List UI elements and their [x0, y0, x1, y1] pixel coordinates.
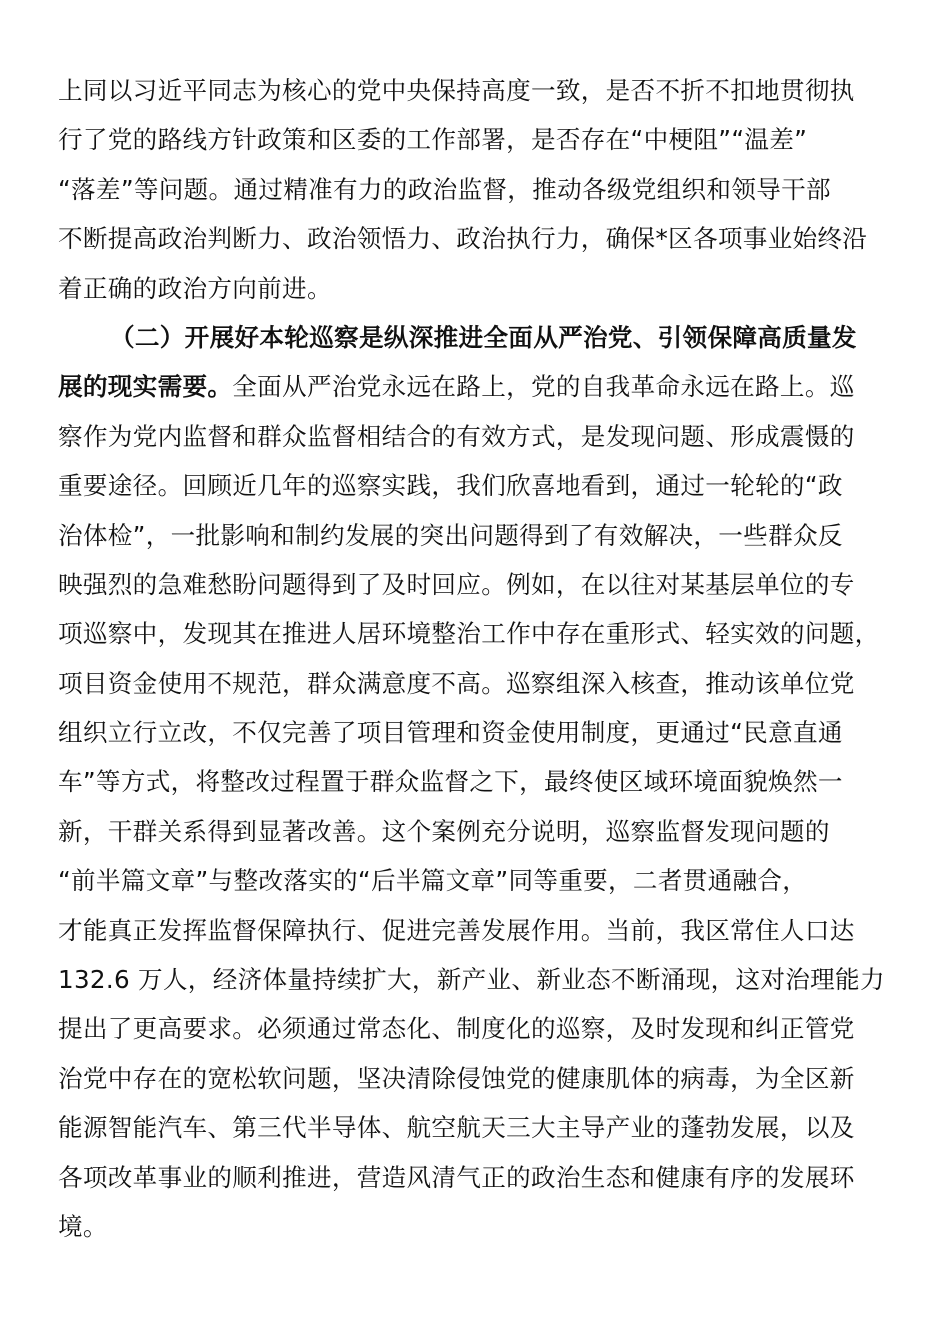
paragraph-line: 行了党的路线方针政策和区委的工作部署，是否存在“中梗阻”“温差” — [58, 125, 808, 155]
paragraph-line: 不断提高政治判断力、政治领悟力、政治执行力，确保*区各项事业始终沿 — [58, 224, 868, 254]
paragraph-line: 新，干群关系得到显著改善。这个案例充分说明，巡察监督发现问题的 — [58, 816, 830, 846]
paragraph-line: 组织立行立改，不仅完善了项目管理和资金使用制度，更通过“民意直通 — [58, 718, 843, 748]
paragraph-text: 全面从严治党永远在路上，党的自我革命永远在路上。巡 — [232, 372, 855, 402]
paragraph-line: “前半篇文章”与整改落实的“后半篇文章”同等重要，二者贯通融合， — [58, 866, 808, 896]
paragraph-line: 重要途径。回顾近几年的巡察实践，我们欣喜地看到，通过一轮轮的“政 — [58, 471, 843, 501]
paragraph-line: 映强烈的急难愁盼问题得到了及时回应。例如，在以往对某基层单位的专 — [58, 569, 855, 599]
paragraph-line: 才能真正发挥监督保障执行、促进完善发展作用。当前，我区常住人口达 — [58, 915, 855, 945]
paragraph-line: “落差”等问题。通过精准有力的政治监督，推动各级党组织和领导干部 — [58, 174, 831, 204]
paragraph-line: 各项改革事业的顺利推进，营造风清气正的政治生态和健康有序的发展环 — [58, 1162, 855, 1192]
paragraph-line: 提出了更高要求。必须通过常态化、制度化的巡察，及时发现和纠正管党 — [58, 1014, 855, 1044]
paragraph-line: 132.6 万人，经济体量持续扩大，新产业、新业态不断涌现，这对治理能力 — [58, 965, 885, 995]
section-heading: （二）开展好本轮巡察是纵深推进全面从严治党、引领保障高质量发 — [110, 322, 857, 352]
section-heading-end: 展的现实需要。 — [58, 372, 233, 402]
paragraph-line: 察作为党内监督和群众监督相结合的有效方式，是发现问题、形成震慑的 — [58, 421, 855, 451]
paragraph-line: 上同以习近平同志为核心的党中央保持高度一致，是否不折不扣地贯彻执 — [58, 76, 855, 105]
paragraph-line: 项巡察中，发现其在推进人居环境整治工作中存在重形式、轻实效的问题， — [58, 619, 880, 649]
paragraph-line: 车”等方式，将整改过程置于群众监督之下，最终使区域环境面貌焕然一 — [58, 767, 843, 797]
paragraph-line: 治党中存在的宽松软问题，坚决清除侵蚀党的健康肌体的病毒，为全区新 — [58, 1063, 855, 1093]
document-body — [58, 66, 894, 1251]
paragraph-line: 治体检”，一批影响和制约发展的突出问题得到了有效解决，一些群众反 — [58, 520, 843, 550]
paragraph-line: 境。 — [58, 1211, 108, 1241]
paragraph-line: 项目资金使用不规范，群众满意度不高。巡察组深入核查，推动该单位党 — [58, 668, 855, 698]
section-heading-continuation — [58, 362, 894, 411]
paragraph-line: 着正确的政治方向前进。 — [58, 273, 332, 303]
paragraph-line: 能源智能汽车、第三代半导体、航空航天三大主导产业的蓬勃发展，以及 — [58, 1113, 855, 1143]
